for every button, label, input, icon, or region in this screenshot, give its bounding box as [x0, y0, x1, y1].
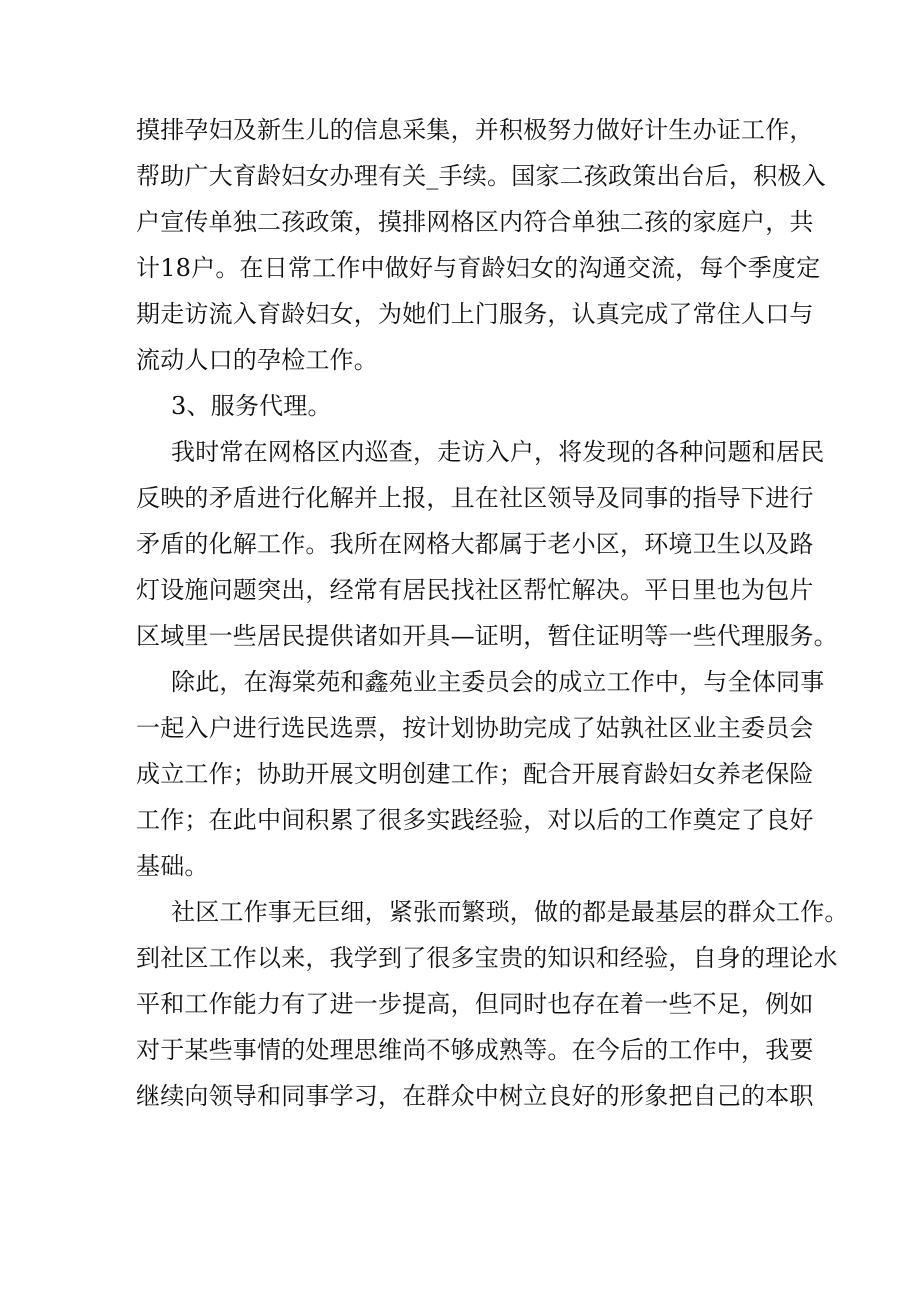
document-body [136, 107, 849, 1119]
paragraph-3 [136, 659, 825, 889]
paragraph-3-line-2: 一起入户进行选民选票，按计划协助完成了姑孰社区业主委员会 [136, 714, 814, 742]
paragraph-2-line-3: 矛盾的化解工作。我所在网格大都属于老小区，环境卫生以及路 [136, 530, 814, 558]
paragraph-4 [136, 889, 849, 1119]
paragraph-1-line-6: 流动人口的孕检工作。 [136, 346, 378, 374]
paragraph-2 [136, 429, 838, 659]
paragraph-3-line-3: 成立工作；协助开展文明创建工作；配合开展育龄妇女养老保险 [136, 760, 814, 788]
paragraph-1-line-4: 计18户。在日常工作中做好与育龄妇女的沟通交流，每个季度定 [136, 254, 821, 282]
paragraph-3-line-5: 基础。 [136, 852, 209, 880]
paragraph-4-line-2: 到社区工作以来，我学到了很多宝贵的知识和经验，自身的理论水 [136, 944, 838, 972]
paragraph-2-line-2: 反映的矛盾进行化解并上报，且在社区领导及同事的指导下进行 [136, 484, 814, 512]
paragraph-1-line-3: 户宣传单独二孩政策，摸排网格区内符合单独二孩的家庭户，共 [136, 208, 814, 236]
paragraph-4-line-3: 平和工作能力有了进一步提高，但同时也存在着一些不足，例如 [136, 990, 814, 1018]
paragraph-3-line-1: 除此，在海棠苑和鑫苑业主委员会的成立工作中，与全体同事 [171, 668, 825, 696]
paragraph-2-line-1: 我时常在网格区内巡查，走访入户，将发现的各种问题和居民 [171, 438, 825, 466]
section-heading-line: 3、服务代理。 [171, 392, 332, 420]
paragraph-4-line-5: 继续向领导和同事学习，在群众中树立良好的形象把自己的本职 [136, 1082, 814, 1110]
paragraph-4-line-1: 社区工作事无巨细，紧张而繁琐，做的都是最基层的群众工作。 [171, 898, 849, 926]
paragraph-1-line-2: 帮助广大育龄妇女办理有关_手续。国家二孩政策出台后，积极入 [136, 162, 826, 190]
paragraph-4-line-4: 对于某些事情的处理思维尚不够成熟等。在今后的工作中，我要 [136, 1036, 814, 1064]
paragraph-1 [136, 107, 826, 383]
section-heading-service-agent [136, 383, 796, 429]
paragraph-2-line-5: 区域里一些居民提供诸如开具—证明，暂住证明等一些代理服务。 [136, 622, 838, 650]
paragraph-1-line-1: 摸排孕妇及新生儿的信息采集，并积极努力做好计生办证工作， [136, 116, 814, 144]
paragraph-2-line-4: 灯设施问题突出，经常有居民找社区帮忙解决。平日里也为包片 [136, 576, 814, 604]
paragraph-1-line-5: 期走访流入育龄妇女，为她们上门服务，认真完成了常住人口与 [136, 300, 814, 328]
paragraph-3-line-4: 工作；在此中间积累了很多实践经验，对以后的工作奠定了良好 [136, 806, 814, 834]
